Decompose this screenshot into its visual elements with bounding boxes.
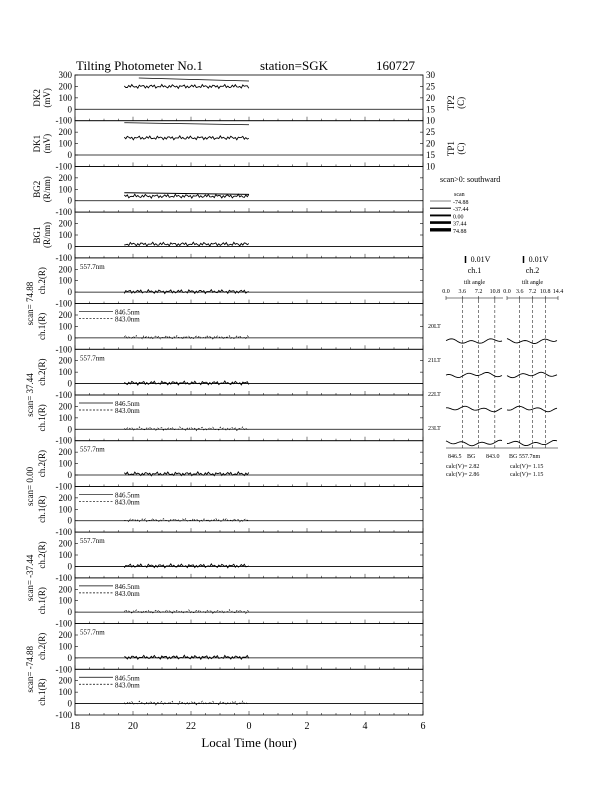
right-tick-label: 25 (426, 127, 435, 138)
y-tick-label: 200 (58, 538, 72, 549)
tilt-axis-title: tilt angle (463, 280, 486, 286)
data-trace (124, 136, 249, 140)
tilt-profile (446, 339, 502, 343)
tilt-time-label: 22LT (428, 392, 441, 398)
legend-label: 843.0nm (115, 407, 140, 415)
panel-s2c1 (37, 395, 423, 446)
y-tick-label: 100 (58, 595, 72, 606)
x-tick-label: 0 (246, 721, 252, 732)
y-tick-label: 0 (67, 195, 72, 206)
legend-entry: 37.44 (453, 221, 467, 228)
right-label (446, 95, 466, 110)
y-label-line: (R/nm) (42, 222, 52, 248)
y-tick-label: 200 (58, 584, 72, 595)
right-label-line: TP2 (446, 95, 456, 111)
x-tick-label: 18 (70, 721, 80, 732)
y-tick-label: 300 (58, 70, 72, 80)
data-trace (124, 655, 249, 659)
right-tick-label: 10 (426, 161, 435, 172)
tilt-tick-label: 3.6 (516, 289, 524, 295)
y-tick-label: 0 (67, 470, 72, 480)
scan-group-label (25, 466, 35, 506)
y-label (37, 496, 47, 523)
tilt-time-label: 21LT (428, 358, 441, 364)
right-tick-label: 15 (426, 104, 435, 115)
y-label-line: DK1 (32, 134, 42, 153)
panel-s3c1 (37, 486, 423, 537)
y-tick-label: 200 (58, 127, 72, 138)
right-tick-label: 25 (426, 81, 435, 92)
y-label-line: BG2 (32, 180, 42, 198)
right-label (446, 141, 466, 156)
scan-group-label (25, 554, 35, 601)
y-tick-label: 100 (58, 275, 72, 286)
y-tick-label: -100 (55, 390, 72, 400)
y-label (37, 450, 47, 477)
y-label-line: ch.1(R) (37, 495, 47, 523)
y-label-line: (mV) (42, 133, 52, 154)
y-label (32, 88, 52, 108)
tilt-bottom-label: 557.7nm (519, 454, 541, 460)
channel-label: ch.2 (525, 266, 540, 275)
tilt-time-label: 20LT (428, 324, 441, 330)
tilt-tick-label: 0.0 (503, 289, 511, 295)
tilt-tick-label: 7.2 (474, 289, 483, 295)
y-label-line: (mV) (42, 88, 52, 108)
wavelength-note: 557.7nm (80, 537, 105, 546)
tilt-time-label: 23LT (428, 426, 441, 432)
right-tick-label: 15 (426, 150, 435, 160)
y-tick-label: -100 (55, 710, 72, 720)
y-tick-label: 200 (58, 675, 72, 686)
y-tick-label: 0 (67, 698, 72, 709)
y-label (32, 134, 52, 154)
panel-frame (75, 624, 423, 670)
panel-s5c1 (37, 669, 423, 720)
legend-entry: 0.00 (453, 214, 464, 221)
panel-bg1 (32, 212, 423, 263)
y-tick-label: 200 (58, 310, 72, 320)
y-label-line: ch.1(R) (37, 312, 47, 341)
data-trace (124, 518, 249, 522)
legend-header: scan (454, 192, 465, 198)
scan-group-text: scan= 37.44 (25, 373, 35, 417)
y-label (37, 359, 47, 386)
tilt-bottom-label: BG (467, 454, 476, 460)
wavelength-note: 557.7nm (80, 262, 105, 271)
x-tick-label: 22 (186, 721, 196, 732)
panel-frame (75, 441, 423, 487)
y-tick-label: 100 (58, 504, 72, 515)
panel-frame (75, 349, 423, 395)
temperature-trace (139, 78, 249, 81)
y-tick-label: -100 (55, 161, 72, 172)
data-trace (124, 193, 249, 195)
panel-frame (75, 121, 423, 167)
tilt-tick-label: 0.0 (442, 289, 450, 295)
y-tick-label: -100 (55, 344, 72, 355)
data-trace (124, 427, 249, 431)
temperature-trace (124, 123, 249, 125)
panel-s4c2 (37, 532, 423, 583)
tilt-angle-panel (428, 255, 563, 478)
y-tick-label: 0 (67, 104, 72, 115)
y-tick-label: 200 (58, 172, 72, 183)
y-tick-label: 100 (58, 550, 72, 560)
x-tick-label: 20 (128, 721, 138, 732)
right-tick-label: 20 (426, 92, 435, 103)
scan-group-label (25, 373, 35, 417)
y-label-line: ch.2(R) (37, 541, 47, 569)
panel-frame (75, 166, 423, 212)
y-tick-label: 100 (58, 367, 72, 378)
y-label (37, 404, 47, 431)
tilt-profile (446, 373, 502, 378)
right-label-line: (C) (456, 142, 466, 155)
y-tick-label: 0 (67, 241, 72, 252)
y-label (37, 679, 47, 706)
y-tick-label: -100 (55, 664, 72, 675)
tilt-tick-label: 10.8 (540, 289, 551, 295)
y-tick-label: 0 (67, 652, 72, 663)
tilt-profile (446, 406, 502, 412)
tilt-tick-label: 3.6 (458, 289, 467, 295)
scan-group-label (25, 646, 35, 693)
panel-s1c2 (37, 258, 423, 309)
x-tick-label: 2 (304, 721, 310, 732)
y-label (32, 176, 52, 202)
panel-s3c2 (37, 441, 423, 492)
right-label-line: TP1 (446, 141, 456, 157)
tilt-profile (446, 440, 502, 446)
wavelength-note: 557.7nm (80, 628, 105, 637)
y-label (37, 313, 47, 340)
y-label-line: DK2 (32, 89, 42, 107)
panel-s5c2 (37, 624, 423, 675)
y-label-line: ch.2(R) (37, 267, 47, 295)
channel-label: ch.1 (467, 266, 482, 275)
legend-entry: 74.88 (453, 228, 467, 235)
legend-label: 843.0nm (115, 498, 140, 507)
y-tick-label: 200 (58, 447, 72, 458)
right-label-line: (C) (456, 96, 466, 109)
y-tick-label: -100 (55, 527, 72, 538)
date: 160727 (376, 58, 415, 73)
calc-value: calc(V)= 1.15 (510, 464, 544, 470)
scan-group-label (25, 281, 35, 325)
y-label (37, 633, 47, 660)
scan-group-text: scan= -37.44 (25, 554, 35, 602)
tilt-profile (507, 440, 557, 445)
y-tick-label: -100 (55, 115, 72, 126)
scale-value: 0.01V (528, 255, 549, 264)
panel-s1c1 (37, 304, 423, 355)
y-tick-label: 200 (58, 492, 72, 503)
y-tick-label: -100 (55, 298, 72, 309)
legend-label: 846.5nm (115, 491, 140, 500)
legend-entry: -37.44 (453, 207, 469, 214)
y-tick-label: -100 (55, 572, 72, 583)
data-trace (124, 701, 249, 705)
right-tick-label: 10 (426, 115, 435, 126)
tilt-bottom-label: 843.0 (486, 454, 500, 460)
scan-group-text: scan= 0.00 (25, 466, 35, 506)
y-label-line: ch.2(R) (37, 358, 47, 386)
data-trace (124, 381, 249, 385)
y-tick-label: 100 (58, 230, 72, 240)
right-tick-label: 20 (426, 138, 435, 149)
legend-label: 846.5nm (115, 400, 140, 408)
panel-frame (75, 212, 423, 258)
y-tick-label: 0 (67, 378, 72, 389)
calc-value: calc(V)= 1.15 (510, 472, 544, 478)
legend-label: 843.0nm (115, 315, 140, 324)
legend-label: 846.5nm (115, 582, 140, 591)
y-tick-label: 100 (58, 92, 72, 103)
tilt-profile (507, 406, 557, 412)
legend-entry: -74.88 (453, 200, 469, 206)
y-label (32, 222, 52, 248)
right-tick-label: 30 (426, 70, 435, 80)
y-tick-label: 200 (58, 218, 72, 229)
data-trace (124, 85, 249, 89)
scan-legend (430, 175, 500, 235)
y-label-line: ch.2(R) (37, 449, 47, 478)
y-tick-label: 100 (58, 184, 72, 195)
y-tick-label: 0 (67, 287, 72, 298)
y-tick-label: 0 (67, 515, 72, 526)
y-label-line: ch.1(R) (37, 404, 47, 432)
tilt-tick-label: 7.2 (528, 289, 537, 295)
scan-group-text: scan= 74.88 (25, 281, 35, 326)
y-tick-label: -100 (55, 618, 72, 629)
y-label-line: ch.2(R) (37, 632, 47, 661)
scale-value: 0.01V (470, 255, 491, 264)
x-tick-label: 4 (362, 721, 368, 732)
y-tick-label: 100 (58, 412, 72, 423)
tilt-profile (507, 339, 557, 344)
y-tick-label: 0 (67, 607, 72, 618)
legend-label: 846.5nm (115, 308, 140, 317)
legend-title: scan>0: southward (440, 175, 501, 184)
legend-label: 846.5nm (115, 674, 140, 683)
scan-group-text: scan= -74.88 (25, 645, 35, 693)
tilt-bottom-label: 846.5 (448, 454, 462, 460)
panel-frame (75, 258, 423, 304)
panel-s2c2 (37, 349, 423, 400)
y-label-line: (R/nm) (42, 176, 52, 203)
panel-bg2 (32, 166, 423, 217)
x-axis-label: Local Time (hour) (201, 735, 297, 750)
tilt-tick-label: 14.4 (552, 289, 564, 295)
title: Tilting Photometer No.1 (76, 58, 204, 73)
legend-label: 843.0nm (115, 589, 140, 598)
tilt-axis-title: tilt angle (521, 280, 544, 286)
panel-frame (75, 75, 423, 121)
data-trace (124, 564, 249, 568)
data-trace (124, 290, 249, 294)
data-trace (124, 194, 249, 198)
y-tick-label: 0 (67, 424, 72, 435)
y-tick-label: 100 (58, 641, 72, 652)
legend-label: 843.0nm (115, 681, 140, 690)
y-tick-label: -100 (55, 481, 72, 492)
y-tick-label: 0 (67, 561, 72, 572)
y-tick-label: 100 (58, 458, 72, 469)
y-tick-label: 200 (58, 81, 72, 92)
data-trace (124, 335, 249, 339)
y-tick-label: -100 (55, 435, 72, 446)
panels (25, 70, 466, 720)
y-tick-label: 200 (58, 264, 72, 275)
panel-dk1 (32, 121, 466, 172)
data-trace (124, 242, 249, 246)
y-label (37, 541, 47, 568)
y-tick-label: 200 (58, 355, 72, 366)
y-tick-label: 200 (58, 630, 72, 640)
panel-dk2 (32, 70, 466, 126)
x-axis (70, 721, 426, 750)
y-tick-label: 0 (67, 332, 72, 343)
tilt-bottom-label: BG (509, 454, 518, 460)
y-tick-label: 0 (67, 150, 72, 160)
x-tick-label: 6 (420, 721, 426, 732)
station: station=SGK (260, 58, 329, 73)
y-tick-label: 200 (58, 401, 72, 412)
panel-frame (75, 532, 423, 578)
y-tick-label: 100 (58, 321, 72, 332)
calc-value: calc(V)= 2.86 (446, 472, 480, 478)
y-tick-label: 100 (58, 138, 72, 149)
y-tick-label: -100 (55, 252, 72, 263)
y-label (37, 587, 47, 614)
data-trace (124, 610, 249, 614)
panel-s4c1 (37, 578, 423, 629)
y-label (37, 267, 47, 294)
y-label-line: ch.1(R) (37, 587, 47, 615)
wavelength-note: 557.7nm (80, 445, 105, 454)
tilt-profile (507, 372, 557, 378)
y-label-line: BG1 (32, 226, 42, 244)
y-label-line: ch.1(R) (37, 678, 47, 706)
y-tick-label: 100 (58, 687, 72, 698)
tilt-tick-label: 10.8 (489, 289, 501, 295)
calc-value: calc(V)= 2.82 (446, 464, 480, 470)
wavelength-note: 557.7nm (80, 354, 105, 363)
y-tick-label: -100 (55, 207, 72, 218)
